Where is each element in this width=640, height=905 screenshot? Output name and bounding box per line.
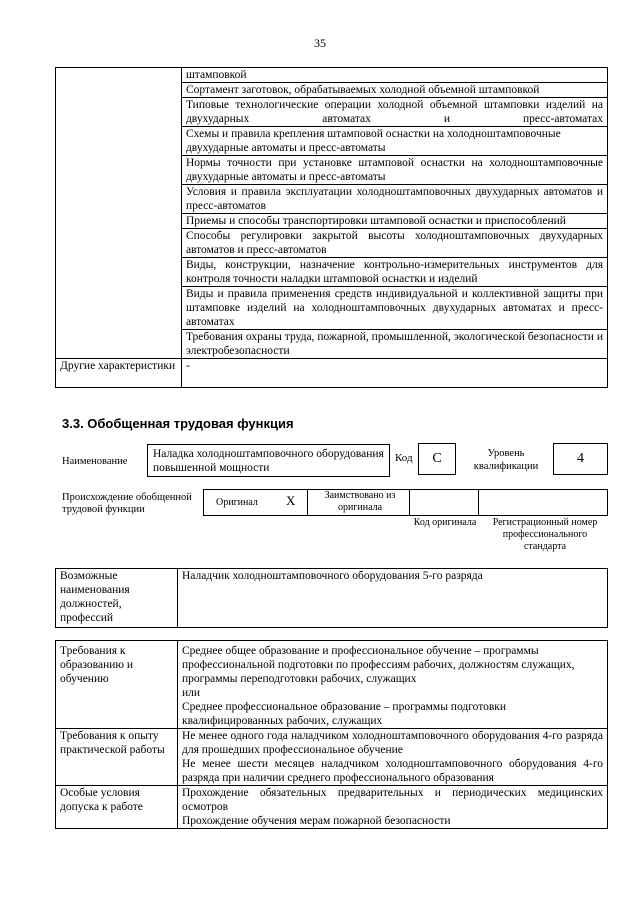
knowledge-label-cell [56,68,182,359]
registration-number-box [478,489,608,516]
original-code-box [409,489,479,516]
code-label: Код [395,452,413,464]
knowledge-item: Способы регулировки закрытой высоты холодноштамповочных двухударных автоматов и пресс-автоматов [181,229,607,258]
experience-label: Требования к опыту практической работы [56,729,178,786]
knowledge-item: Нормы точности при установке штамповой оснастки на холодноштамповочные двухударные автоматы и пресс-автоматы [181,156,607,185]
origin-label: Происхождение обобщенной трудовой функции [62,492,192,515]
positions-label: Возможные наименования должностей, профессий [56,569,178,628]
knowledge-table [55,67,608,388]
knowledge-item: Требования охраны труда, пожарной, промышленной, экологической безопасности и электробезопасности [181,330,607,359]
knowledge-item: штамповкой [181,68,607,83]
section-title: 3.3. Обобщенная трудовая функция [62,416,294,431]
admission-value [178,786,608,829]
requirements-table [55,640,608,829]
other-characteristics-value: - [181,359,607,388]
original-mark: X [286,493,296,508]
positions-value: Наладчик холодноштамповочного оборудования 5-го разряда [178,569,608,628]
gtf-code-box: C [418,443,456,475]
education-value [178,641,608,729]
positions-table [55,568,608,628]
requirement-row [56,641,608,729]
education-line: или [182,687,201,699]
education-line: Среднее профессиональное образование – программы подготовки квалифицированных рабочих, служащих [182,701,507,727]
knowledge-item: Приемы и способы транспортировки штамповой оснастки и приспособлений [181,214,607,229]
education-line: Среднее общее образование и профессиональное обучение – программы профессиональной подготовки по профессиям рабочих, должностям служащих, программы переподготовки рабочих, служащих [182,645,575,685]
education-label: Требования к образованию и обучению [56,641,178,729]
name-label: Наименование [62,456,128,467]
experience-value [178,729,608,786]
level-label: Уровень квалификации [473,448,539,472]
code-original-label: Код оригинала [413,517,477,528]
requirement-row [56,786,608,829]
knowledge-item: Типовые технологические операции холодной объемной штамповки изделий на двухударных автоматах и пресс-автоматах [181,98,607,127]
admission-line: Прохождение обучения мерам пожарной безопасности [182,815,451,827]
reg-number-label: Регистрационный номер профессионального стандарта [492,517,598,552]
experience-line: Не менее одного года наладчиком холодноштамповочного оборудования 4-го разряда для прошедших профессиональное обучение [182,730,603,756]
original-label: Оригинал [216,497,258,508]
requirement-row [56,729,608,786]
knowledge-item: Сортамент заготовок, обрабатываемых холодной объемной штамповкой [181,83,607,98]
knowledge-item: Виды, конструкции, назначение контрольно-измерительных инструментов для контроля точности наладки штамповой оснастки и изделий [181,258,607,287]
origin-box [203,489,410,516]
page-number: 35 [314,36,326,50]
gtf-name-box: Наладка холодноштамповочного оборудования повышенной мощности [147,444,390,477]
gtf-level-box: 4 [553,443,608,475]
admission-label: Особые условия допуска к работе [56,786,178,829]
knowledge-item: Схемы и правила крепления штамповой оснастки на холодноштамповочные двухударные автоматы и пресс-автоматы [181,127,607,156]
knowledge-item: Условия и правила эксплуатации холодноштамповочных двухударных автоматов и пресс-автоматов [181,185,607,214]
admission-line: Прохождение обязательных предварительных и периодических медицинских осмотров [182,787,603,813]
experience-line: Не менее шести месяцев наладчиком холодноштамповочного оборудования 4-го разряда при наличии среднего профессионального образования [182,758,603,784]
other-characteristics-label: Другие характеристики [56,359,182,388]
knowledge-item: Виды и правила применения средств индивидуальной и коллективной защиты при штамповке изделий на холодноштамповочных двухударных автоматах и пресс-автоматах [181,287,607,330]
borrowed-label: Заимствовано из оригинала [324,490,396,513]
